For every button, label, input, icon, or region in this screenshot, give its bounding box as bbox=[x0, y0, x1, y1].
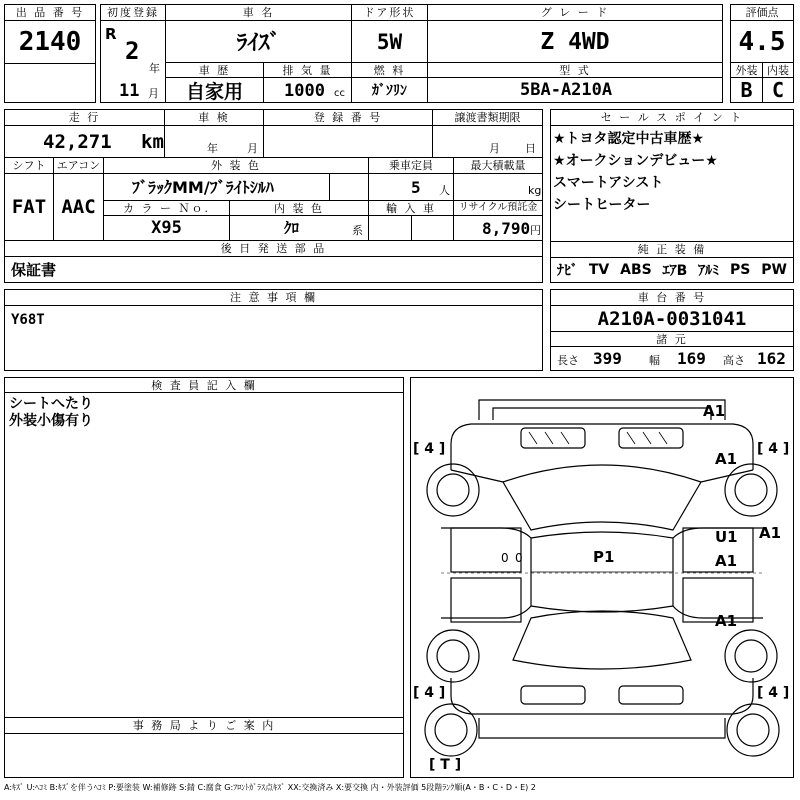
capacity-box bbox=[368, 173, 454, 201]
int-color-value: ｸﾛ bbox=[284, 219, 300, 237]
door-value: 5W bbox=[376, 29, 403, 54]
displacement-unit: cc bbox=[334, 88, 345, 99]
mileage-label: 走 行 bbox=[4, 109, 165, 126]
rear-left-wheel bbox=[427, 630, 479, 682]
chassis-label: 車 台 番 号 bbox=[550, 289, 794, 306]
front-left-hub bbox=[437, 474, 469, 506]
history-label: 車 歴 bbox=[165, 62, 264, 78]
shift-label: シフト bbox=[4, 157, 54, 174]
import-label: 輸 入 車 bbox=[368, 200, 454, 216]
registration-year: 2 bbox=[125, 37, 140, 65]
color-no-label: カ ラ ー Ｎｏ. bbox=[103, 200, 230, 216]
capacity-value: 5 bbox=[411, 178, 421, 197]
tire-front-left: [ 4 ] bbox=[413, 441, 446, 457]
specs-label: 諸 元 bbox=[550, 331, 794, 347]
inspection-label: 車 検 bbox=[164, 109, 264, 126]
car-name: ﾗｲｽﾞ bbox=[236, 31, 281, 56]
grille-left bbox=[521, 428, 585, 448]
lot-number-box bbox=[4, 20, 96, 64]
spec-length: 399 bbox=[593, 349, 622, 368]
transfer-month-unit: 月 bbox=[489, 142, 500, 155]
notes-value: Y68T bbox=[11, 312, 45, 328]
car-name-box bbox=[165, 20, 352, 63]
inspection-box bbox=[164, 125, 264, 158]
score-label: 評価点 bbox=[730, 4, 794, 21]
tire-rear-left: [ 4 ] bbox=[413, 685, 446, 701]
shift-box bbox=[4, 173, 54, 241]
capacity-unit: 人 bbox=[439, 184, 450, 197]
sales-point-item: スマートアシスト bbox=[553, 175, 664, 191]
chassis-box bbox=[550, 305, 794, 332]
sales-point-item: シートヒーター bbox=[553, 197, 651, 213]
later-parts-box bbox=[4, 256, 543, 283]
front-bumper-inner bbox=[493, 408, 711, 420]
damage-mark-front-right: A1 bbox=[715, 450, 738, 468]
mileage-value: 42,271 bbox=[43, 131, 112, 153]
ext-color-value: ﾌﾞﾗｯｸMM/ﾌﾞﾗｲﾄｼﾙﾊ bbox=[132, 178, 274, 197]
rear-right-tire-extra bbox=[727, 704, 779, 756]
exterior-label: 外装 bbox=[730, 62, 763, 78]
tire-front-right: [ 4 ] bbox=[757, 441, 790, 457]
notes-label: 注 意 事 項 欄 bbox=[4, 289, 543, 306]
plate-box bbox=[263, 125, 433, 158]
mileage-box bbox=[4, 125, 165, 158]
rear-window bbox=[513, 611, 691, 669]
recycle-box bbox=[453, 215, 543, 241]
specs-box bbox=[550, 346, 794, 371]
spec-width-label: 幅 bbox=[649, 354, 660, 367]
windshield bbox=[503, 465, 701, 530]
later-parts-value: 保証書 bbox=[11, 261, 57, 279]
inspector-box bbox=[4, 392, 404, 718]
registration-month-unit: 月 bbox=[148, 87, 159, 100]
history-value: 自家用 bbox=[185, 80, 243, 103]
inspector-label: 検 査 員 記 入 欄 bbox=[4, 377, 404, 393]
interior-label: 内装 bbox=[762, 62, 794, 78]
damage-mark-right-front-door-2: A1 bbox=[715, 552, 738, 570]
equipment-tv: TV bbox=[588, 262, 610, 278]
rear-right-tire-hub bbox=[737, 714, 769, 746]
registration-label: 初度登録 bbox=[100, 4, 166, 21]
car-name-label: 車 名 bbox=[165, 4, 352, 21]
spare-tire bbox=[425, 704, 477, 756]
spec-height: 162 bbox=[757, 349, 786, 368]
tail-right bbox=[619, 686, 683, 704]
equipment-airbag: ｴｱB bbox=[662, 263, 688, 279]
equipment-alloy: ｱﾙﾐ bbox=[698, 263, 720, 279]
inspector-line: 外装小傷有り bbox=[9, 413, 93, 429]
spare-tire-label: [ T ] bbox=[429, 757, 462, 773]
left-rear-door bbox=[451, 578, 521, 622]
displacement-box bbox=[263, 77, 352, 103]
front-body-outline bbox=[451, 424, 753, 470]
interior-score: C bbox=[771, 78, 785, 102]
plate-label: 登 録 番 号 bbox=[263, 109, 433, 126]
capacity-label: 乗車定員 bbox=[368, 157, 454, 174]
model-box bbox=[427, 77, 723, 103]
rear-left-hub bbox=[437, 640, 469, 672]
front-right-wheel bbox=[725, 464, 777, 516]
rear-body-outline bbox=[451, 678, 753, 714]
damage-mark-right-rear-door: A1 bbox=[715, 612, 738, 630]
damage-mark-front-bumper: A1 bbox=[703, 402, 726, 420]
import-box-a bbox=[368, 215, 412, 241]
damage-mark-right-side: A1 bbox=[759, 524, 782, 542]
int-color-box bbox=[229, 215, 369, 241]
transfer-label: 譲渡書類期限 bbox=[432, 109, 543, 126]
equipment-pw: PW bbox=[761, 262, 787, 278]
import-box-b bbox=[411, 215, 454, 241]
lot-label: 出 品 番 号 bbox=[4, 4, 96, 21]
fuel-label: 燃 料 bbox=[351, 62, 428, 78]
mileage-unit: km bbox=[141, 131, 164, 153]
notes-box bbox=[4, 305, 543, 371]
displacement-label: 排 気 量 bbox=[263, 62, 352, 78]
sales-point-item: ★トヨタ認定中古車歴★ bbox=[553, 131, 705, 147]
registration-month: 11 bbox=[119, 81, 140, 101]
damage-mark-right-front-door: U1 bbox=[715, 528, 738, 546]
int-color-unit: 系 bbox=[352, 224, 363, 237]
lot-blank bbox=[4, 63, 96, 103]
equipment-label: 純 正 装 備 bbox=[550, 241, 794, 258]
inspection-year-unit: 年 bbox=[207, 142, 218, 155]
lot-number: 2140 bbox=[18, 27, 82, 57]
grade-box bbox=[427, 20, 723, 63]
recycle-label: リサイクル預託金 bbox=[453, 200, 543, 216]
inspection-month-unit: 月 bbox=[247, 142, 258, 155]
door-box bbox=[351, 20, 428, 63]
color-no-value: X95 bbox=[151, 218, 182, 238]
int-color-label: 内 装 色 bbox=[229, 200, 369, 216]
exterior-box bbox=[730, 77, 763, 103]
damage-mark-roof: P1 bbox=[593, 548, 615, 566]
sales-points-box bbox=[550, 125, 794, 242]
grille-lines bbox=[529, 432, 667, 444]
recycle-unit: 円 bbox=[530, 224, 541, 237]
aircon-label: エアコン bbox=[53, 157, 104, 174]
tire-rear-right: [ 4 ] bbox=[757, 685, 790, 701]
recycle-value: 8,790 bbox=[482, 219, 531, 238]
damage-diagram bbox=[410, 377, 794, 778]
fuel-box bbox=[351, 77, 428, 103]
rear-bumper bbox=[479, 718, 725, 738]
score-value: 4.5 bbox=[738, 26, 786, 57]
zero-marker-left: 0 bbox=[501, 551, 509, 565]
aircon-box bbox=[53, 173, 104, 241]
score-box bbox=[730, 20, 794, 63]
sales-point-item: ★オークションデビュー★ bbox=[553, 153, 718, 169]
left-side-lower bbox=[441, 606, 531, 618]
transfer-box bbox=[432, 125, 543, 158]
spec-width: 169 bbox=[677, 349, 706, 368]
inspector-line: シートへたり bbox=[9, 396, 93, 412]
left-side-upper bbox=[441, 528, 531, 538]
office-label: 事 務 局 よ り ご 案 内 bbox=[4, 717, 404, 734]
max-load-unit: kg bbox=[528, 184, 542, 197]
left-front-door bbox=[451, 528, 521, 572]
ext-color-extra bbox=[329, 173, 369, 201]
chassis-number: A210A-0031041 bbox=[597, 307, 747, 330]
ext-color-label: 外 装 色 bbox=[103, 157, 369, 174]
model-value: 5BA-A210A bbox=[520, 80, 613, 100]
equipment-box bbox=[550, 257, 794, 283]
equipment-navi: ﾅﾋﾞ bbox=[557, 263, 578, 279]
zero-marker-right: 0 bbox=[515, 551, 523, 565]
spare-tire-hub bbox=[435, 714, 467, 746]
max-load-box bbox=[453, 173, 543, 201]
rear-right-wheel bbox=[725, 630, 777, 682]
spec-length-label: 長さ bbox=[557, 354, 579, 367]
spec-height-label: 高さ bbox=[723, 354, 745, 367]
registration-box bbox=[100, 20, 166, 103]
model-label: 型 式 bbox=[427, 62, 723, 78]
history-box bbox=[165, 77, 264, 103]
front-right-hub bbox=[735, 474, 767, 506]
interior-box bbox=[762, 77, 794, 103]
equipment-ps: PS bbox=[730, 262, 751, 278]
door-label: ドア形状 bbox=[351, 4, 428, 21]
rear-right-hub bbox=[735, 640, 767, 672]
front-left-wheel bbox=[427, 464, 479, 516]
later-parts-label: 後 日 発 送 部 品 bbox=[4, 240, 543, 257]
office-box bbox=[4, 733, 404, 778]
transfer-day-unit: 日 bbox=[525, 142, 536, 155]
max-load-label: 最大積載量 bbox=[453, 157, 543, 174]
grille-right bbox=[619, 428, 683, 448]
shift-value: FAT bbox=[11, 196, 47, 218]
exterior-score: B bbox=[740, 78, 753, 102]
grade-value: Z 4WD bbox=[540, 28, 610, 55]
ext-color-box bbox=[103, 173, 330, 201]
registration-era: R bbox=[105, 25, 117, 43]
aircon-value: AAC bbox=[61, 196, 96, 218]
fuel-value: ｶﾞｿﾘﾝ bbox=[372, 83, 407, 99]
tail-left bbox=[521, 686, 585, 704]
color-no-box bbox=[103, 215, 230, 241]
registration-year-unit: 年 bbox=[149, 62, 160, 75]
sales-points-label: セ ー ル ス ポ イ ン ト bbox=[550, 109, 794, 126]
front-bumper-outline bbox=[479, 400, 725, 420]
equipment-abs: ABS bbox=[620, 262, 652, 278]
displacement-value: 1000 bbox=[284, 81, 325, 101]
legend: A:ｷｽﾞ U:ﾍｺﾐ B:ｷｽﾞを伴うﾍｺﾐ P:要塗装 W:補修跡 S:錆 C:腐食 G:ﾌﾛﾝﾄｶﾞﾗｽ点ｷｽﾞ XX:交換済み X:要交換 内・外装評価 5段階ﾗﾝｸ順(A・B・C・D・E) 2 bbox=[4, 783, 536, 792]
grade-label: グ レ ー ド bbox=[427, 4, 723, 21]
